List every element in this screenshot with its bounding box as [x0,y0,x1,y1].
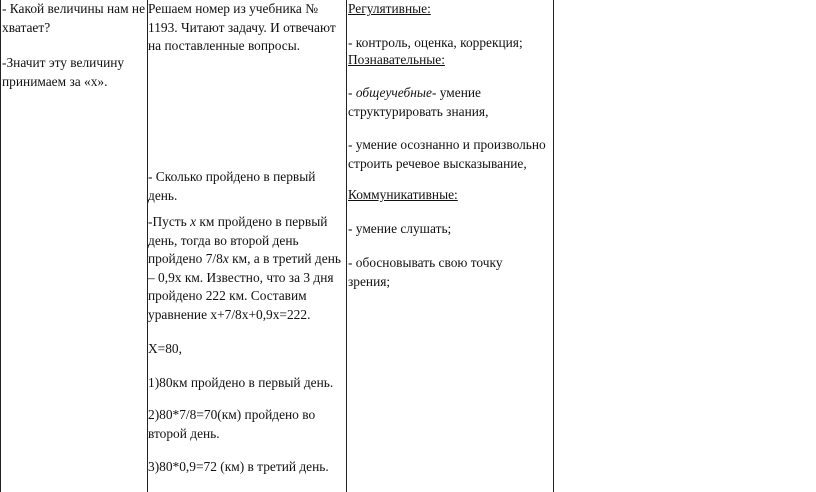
regulatory-item: - контроль, оценка, коррекция; [348,35,523,50]
solution-step-1: 1)80км пройдено в первый день. [148,375,334,390]
communicative-item-1: - умение слушать; [348,221,452,236]
cognitive-heading: Познавательные: [348,52,445,67]
solution-step-3: 3)80*0,9=72 (км) в третий день. [148,459,329,474]
cognitive-item-2: - умение осознанно и произвольно строить речевое высказывание, [348,137,546,171]
solution-x: Х=80, [148,341,182,356]
teacher-statement: -Значит эту величину принимаем за «х». [2,55,125,89]
communicative-heading: Коммуникативные: [348,187,458,202]
task-intro: Решаем номер из учебника № 1193. Читают задачу. И отвечают на поставленные вопросы. [148,1,336,53]
first-day-question: - Сколько пройдено в первый день. [148,169,316,203]
regulatory-heading: Регулятивные: [348,1,431,16]
column-divider-2 [346,0,347,492]
cognitive-item-1: - общеучебные- умение структурировать знания, [348,85,489,119]
equation-setup: -Пусть x км пройдено в первый день, тогда во второй день пройдено 7/8x км, а в третий день – 0,9х км. Известно, что за 3 дня пройдено 222 км. Составим уравнение х+7/8х+0,9х=222. [148,214,341,322]
communicative-item-2: - обосновывать свою точку зрения; [348,255,503,289]
solution-step-2: 2)80*7/8=70(км) пройдено во второй день. [148,407,316,441]
teacher-question: - Какой величины нам не хватает? [2,1,146,35]
table-border-left [0,0,1,492]
column-divider-3 [553,0,554,492]
